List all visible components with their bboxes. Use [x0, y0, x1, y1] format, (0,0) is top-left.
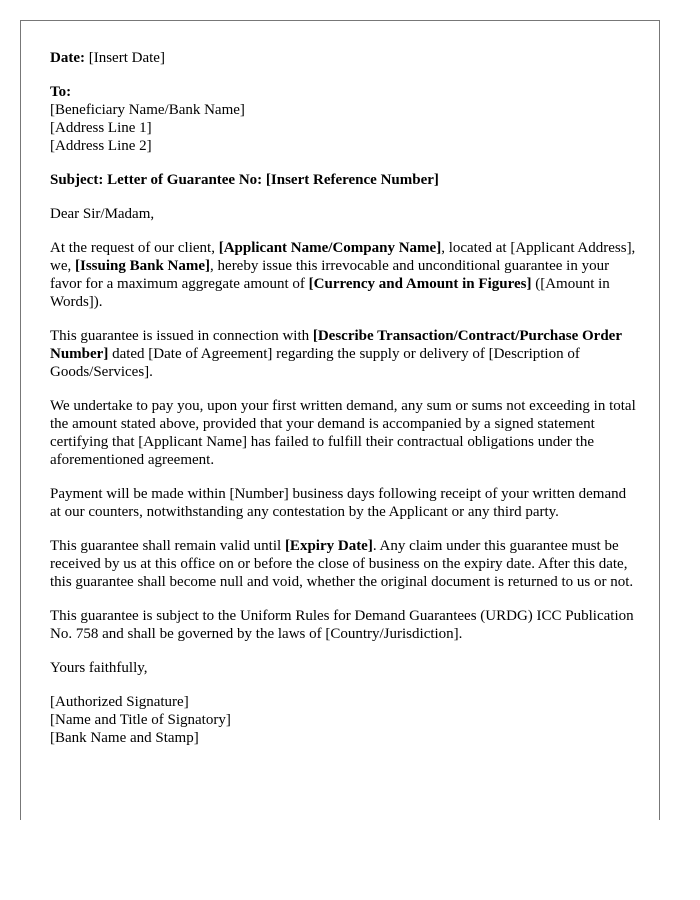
- paragraph-2-text-b: dated [Date of Agreement] regarding the supply or delivery of [Description of Goods/Services].: [50, 346, 580, 380]
- subject-line: [50, 171, 638, 189]
- date-value: [Insert Date]: [84, 50, 165, 66]
- signature-line-1: [Authorized Signature]: [50, 694, 189, 710]
- closing: Yours faithfully,: [50, 660, 148, 676]
- to-label: To:: [50, 84, 72, 100]
- letter-content: [50, 49, 638, 763]
- recipient-line-1: [Beneficiary Name/Bank Name]: [50, 102, 245, 118]
- recipient-line-3: [Address Line 2]: [50, 138, 152, 154]
- date-line: [50, 49, 638, 67]
- paragraph-6: This guarantee is subject to the Uniform Rules for Demand Guarantees (URDG) ICC Publication No. 758 and shall be governed by the laws of [Country/Jurisdiction].: [50, 608, 634, 642]
- paragraph-5: [50, 537, 638, 591]
- paragraph-2: [50, 327, 638, 381]
- signature-block: [50, 693, 638, 747]
- paragraph-1-bold-c: [Currency and Amount in Figures]: [308, 276, 532, 292]
- paragraph-3: We undertake to pay you, upon your first written demand, any sum or sums not exceeding in total the amount stated above, provided that your demand is accompanied by a signed statement certifying that [Applicant Name] has failed to fulfill their contractual obligations under the aforementioned agreement.: [50, 398, 636, 468]
- paragraph-4: Payment will be made within [Number] business days following receipt of your written demand at our counters, notwithstanding any contestation by the Applicant or any third party.: [50, 486, 627, 520]
- paragraph-1-bold-a: [Applicant Name/Company Name]: [218, 240, 442, 256]
- paragraph-5-bold-a: [Expiry Date]: [284, 538, 373, 554]
- paragraph-2-bold-a: [Describe Transaction/Contract/Purchase Order Number]: [50, 328, 622, 362]
- signature-line-2: [Name and Title of Signatory]: [50, 712, 231, 728]
- date-label: Date:: [50, 50, 85, 66]
- paragraph-1: [50, 239, 638, 311]
- signature-line-3: [Bank Name and Stamp]: [50, 730, 199, 746]
- paragraph-2-text-a: This guarantee is issued in connection with: [50, 328, 313, 344]
- salutation: Dear Sir/Madam,: [50, 206, 155, 222]
- subject-text: Subject: Letter of Guarantee No: [Insert Reference Number]: [50, 172, 439, 188]
- letter-page: [20, 20, 660, 820]
- paragraph-1-text-b: , located at [Applicant Address], we,: [50, 240, 636, 274]
- paragraph-1-bold-b: [Issuing Bank Name]: [75, 258, 211, 274]
- paragraph-1-text-d: ([Amount in Words]).: [50, 276, 610, 310]
- recipient-line-2: [Address Line 1]: [50, 120, 152, 136]
- paragraph-5-text-b: . Any claim under this guarantee must be received by us at this office on or before the close of business on the expiry date. After this date, this guarantee shall become null and void, whether the original document is returned to us or not.: [50, 538, 634, 590]
- recipient-block: [50, 83, 638, 155]
- paragraph-5-text-a: This guarantee shall remain valid until: [50, 538, 285, 554]
- paragraph-1-text-a: At the request of our client,: [50, 240, 219, 256]
- paragraph-1-text-c: , hereby issue this irrevocable and unconditional guarantee in your favor for a maximum aggregate amount of: [50, 258, 610, 292]
